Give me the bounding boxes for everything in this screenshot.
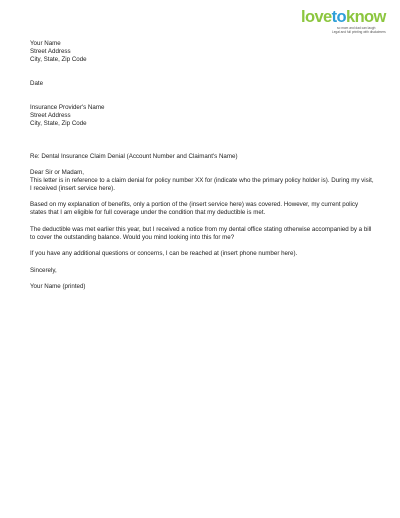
logo-wordmark-know: know	[346, 8, 386, 26]
sender-city: City, State, Zip Code	[30, 56, 87, 64]
closing	[30, 267, 57, 275]
signature	[30, 283, 85, 291]
letter-date	[30, 80, 43, 88]
subject-text: Re: Dental Insurance Claim Denial (Account Number and Claimant's Name)	[30, 153, 238, 160]
subject-line	[30, 153, 238, 161]
closing-text: Sincerely,	[30, 267, 57, 274]
logo-wordmark-to: to	[331, 8, 346, 26]
recipient-name: Insurance Provider's Name	[30, 104, 105, 111]
date-text: Date	[30, 80, 44, 87]
paragraph-3: The deductible was met earlier this year, but I received a notice from my dental office stating otherwise accompanied by a bill to cover the outstanding balance. Would you mind looking into this for me?	[30, 226, 372, 242]
paragraph-2: Based on my explanation of benefits, only a portion of the (insert service here) was covered. However, my current policy states that I am eligible for full coverage under the condition that my deductible is met.	[30, 201, 359, 217]
recipient-city: City, State, Zip Code	[30, 120, 87, 128]
recipient-street: Street Address	[30, 112, 71, 120]
sender-street: Street Address	[30, 48, 71, 56]
recipient-address	[30, 104, 104, 128]
signature-text: Your Name (printed)	[30, 283, 86, 290]
logo-wordmark-love: love	[301, 8, 332, 26]
sender-name: Your Name	[30, 40, 61, 47]
paragraph-1: This letter is in reference to a claim denial for policy number XX for (indicate who the primary policy holder is). During my visit, I received (insert service here).	[30, 177, 374, 193]
paragraph-4: If you have any additional questions or concerns, I can be reached at (insert phone number here).	[30, 250, 298, 257]
logo-note: Legal and full printing with disclaimers	[332, 30, 386, 34]
salutation	[30, 169, 84, 177]
lovetoknow-logo	[301, 8, 397, 36]
salutation-text: Dear Sir or Madam,	[30, 169, 84, 176]
logo-wordmark	[301, 8, 397, 26]
sender-address	[30, 40, 87, 64]
logo-tagline: so mom and dad can laugh	[337, 26, 376, 30]
